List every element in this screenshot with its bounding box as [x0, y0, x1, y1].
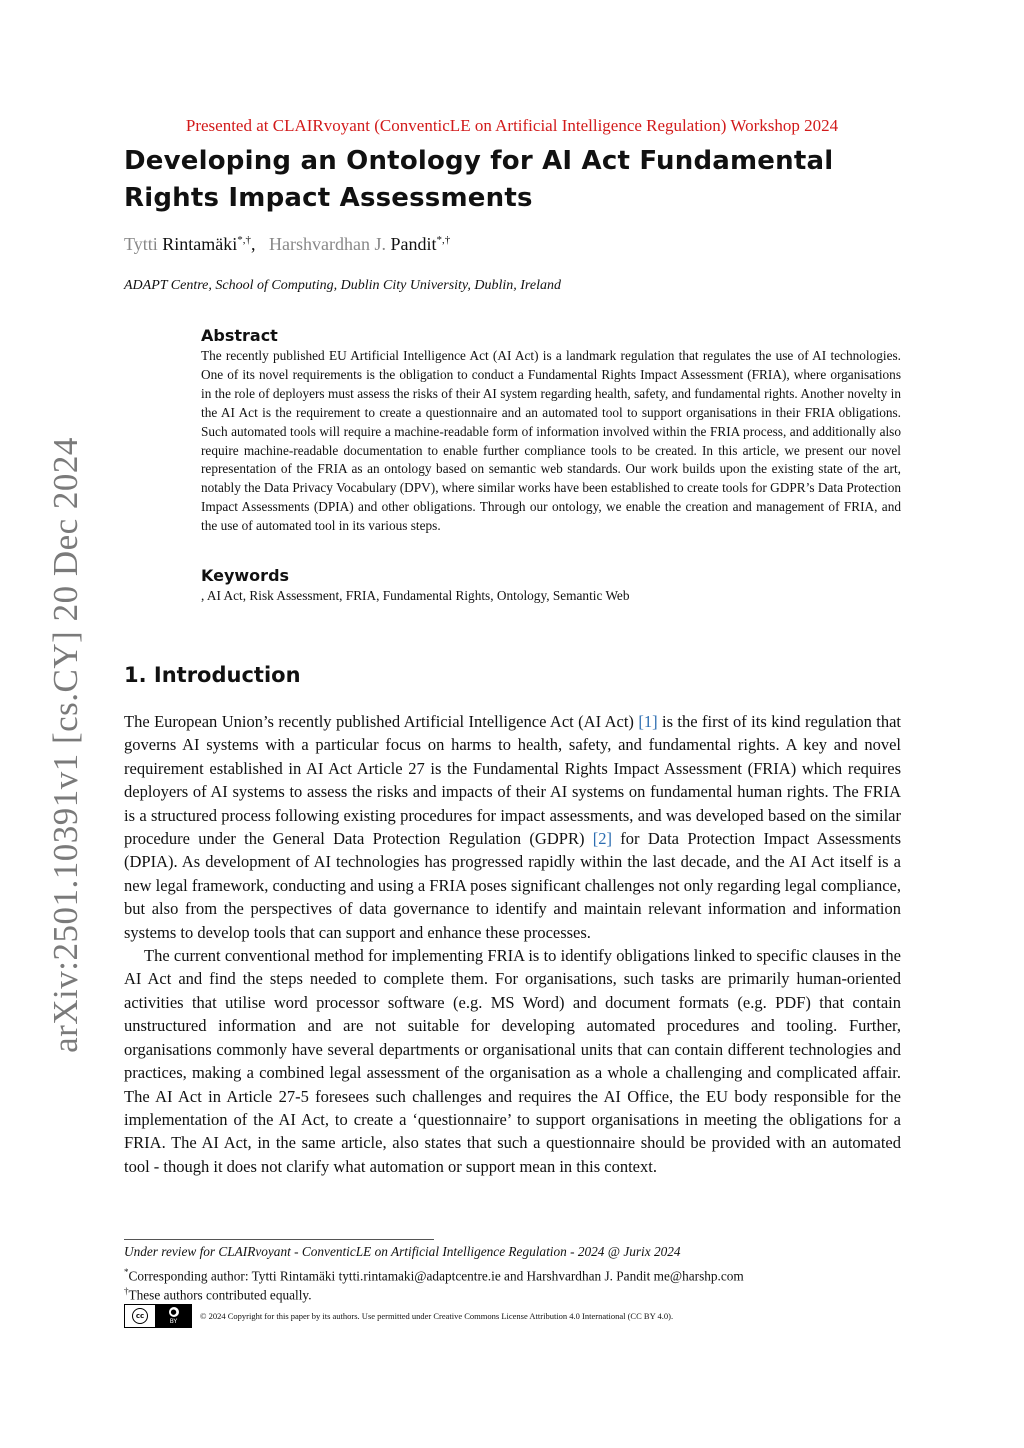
introduction-body	[124, 710, 901, 1178]
footnote-review: Under review for CLAIRvoyant - ConventicLE on Artificial Intelligence Regulation - 2024 @ Jurix 2024	[124, 1244, 681, 1259]
author-list: Tytti Rintamäki*,†, Harshvardhan J. Pandit*,†	[124, 234, 451, 254]
license-text: © 2024 Copyright for this paper by its authors. Use permitted under Creative Commons License Attribution 4.0 International (CC BY 4.0).	[200, 1311, 674, 1321]
by-label: BY	[169, 1318, 178, 1325]
paragraph-text: is the first of its kind regulation that governs AI systems with a particular focus on harms to health, safety, and fundamental rights. A key and novel requirement established in AI Act Article 27 is the Fundamental Rights Impact Assessment (FRIA) which requires deployers of AI systems to assess the risks and impacts of their AI systems on fundamental human rights. The FRIA is a structured process following existing procedures for impact assessments, and was developed based on the similar procedure under the General Data Protection Regulation (GDPR)	[124, 712, 902, 849]
keywords-heading: Keywords	[201, 566, 290, 585]
arxiv-identifier: arXiv:2501.10391v1 [cs.CY] 20 Dec 2024	[46, 437, 85, 1053]
cc-logo-text: cc	[132, 1308, 148, 1324]
paper-title: Developing an Ontology for AI Act Fundamental Rights Impact Assessments	[124, 146, 834, 213]
license-block	[124, 1304, 673, 1328]
keywords-text: , AI Act, Risk Assessment, FRIA, Fundamental Rights, Ontology, Semantic Web	[201, 588, 630, 603]
author-marks: *,†	[237, 234, 251, 246]
footnote-text: Corresponding author: Tytti Rintamäki tytti.rintamaki@adaptcentre.ie and Harshvardhan J. Pandit me@harshp.com	[128, 1268, 744, 1284]
keywords-section	[201, 566, 901, 606]
abstract-heading: Abstract	[201, 326, 278, 345]
by-attribution-icon	[156, 1305, 191, 1327]
person-icon: ●	[170, 1308, 177, 1316]
affiliation: ADAPT Centre, School of Computing, Dublin City University, Dublin, Ireland	[124, 278, 561, 293]
author-family-name: Rintamäki	[162, 234, 238, 254]
citation-link[interactable]: [2]	[592, 829, 612, 849]
abstract-text: The recently published EU Artificial Intelligence Act (AI Act) is a landmark regulation that regulates the use of AI technologies. One of its novel requirements is the obligation to conduct a Fundamental Rights Impact Assessment (FRIA), where organisations in the role of deployers must assess the risks of their AI system regarding health, safety, and fundamental rights. Another novelty in the AI Act is the requirement to create a questionnaire and an automated tool to support organisations in their FRIA obligations. Such automated tools will require a machine-readable form of information involved within the FRIA process, and additionally also require machine-readable documentation to enable further compliance tools to be created. In this article, we present our novel representation of the FRIA as an ontology based on semantic web standards. Our work builds upon the existing state of the art, notably the Data Privacy Vocabulary (DPV), where similar works have been established to create tools for GDPR’s Data Protection Impact Assessments (DPIA) and other obligations. Through our ontology, we enable the creation and management of FRIA, and the use of automated tool in its various steps.	[201, 348, 901, 534]
citation-link[interactable]: [1]	[638, 712, 658, 731]
footnote-mark: †	[124, 1286, 129, 1296]
author-given-name: Harshvardhan J.	[269, 234, 386, 254]
footnote-divider	[124, 1239, 434, 1240]
author-marks: *,†	[436, 234, 451, 246]
footnote-equal-contribution	[124, 1282, 312, 1304]
abstract-section	[201, 326, 901, 536]
footnote-mark: *	[124, 1267, 129, 1277]
paragraph-text: The European Union’s recently published Artificial Intelligence Act (AI Act)	[124, 712, 639, 731]
paragraph-text: for Data Protection Impact Assessments (DPIA). As development of AI technologies has progressed rapidly within the last decade, and the AI Act itself is a new legal framework, conducting and using a FRIA poses significant challenges not only regarding legal compliance, but also from the perspectives of data governance to identify and maintain relevant information and information systems to develop tools that can support and enhance these processes.	[124, 829, 901, 942]
author-family-name: Pandit	[390, 234, 437, 254]
footnote-text: These authors contributed equally.	[128, 1287, 312, 1303]
cc-by-license-icon[interactable]	[124, 1304, 192, 1328]
cc-logo-icon	[125, 1305, 156, 1327]
venue-note: Presented at CLAIRvoyant (ConventicLE on Artificial Intelligence Regulation) Workshop 2024	[185, 116, 839, 135]
author-given-name: Tytti	[124, 234, 158, 254]
body-paragraph	[124, 710, 901, 944]
section-heading-introduction: 1. Introduction	[124, 663, 301, 687]
body-paragraph: The current conventional method for implementing FRIA is to identify obligations linked to specific clauses in the AI Act and find the steps needed to complete them. For organisations, such tasks are primarily human-oriented activities that utilise word processor software (e.g. MS Word) and document formats (e.g. PDF) that contain unstructured information and are not suitable for developing automated procedures and tooling. Further, organisations commonly have several departments or organisational units that can contain different technologies and practices, making a combined legal assessment of the organisation as a whole a challenging and complicated affair. The AI Act in Article 27-5 foresees such challenges and requires the AI Office, the EU body responsible for the implementation of the AI Act, to create a ‘questionnaire’ to support organisations in meeting the obligations for a FRIA. The AI Act, in the same article, also states that such a questionnaire should be provided with an automated tool - though it does not clarify what automation or support mean in this context.	[124, 946, 901, 1176]
